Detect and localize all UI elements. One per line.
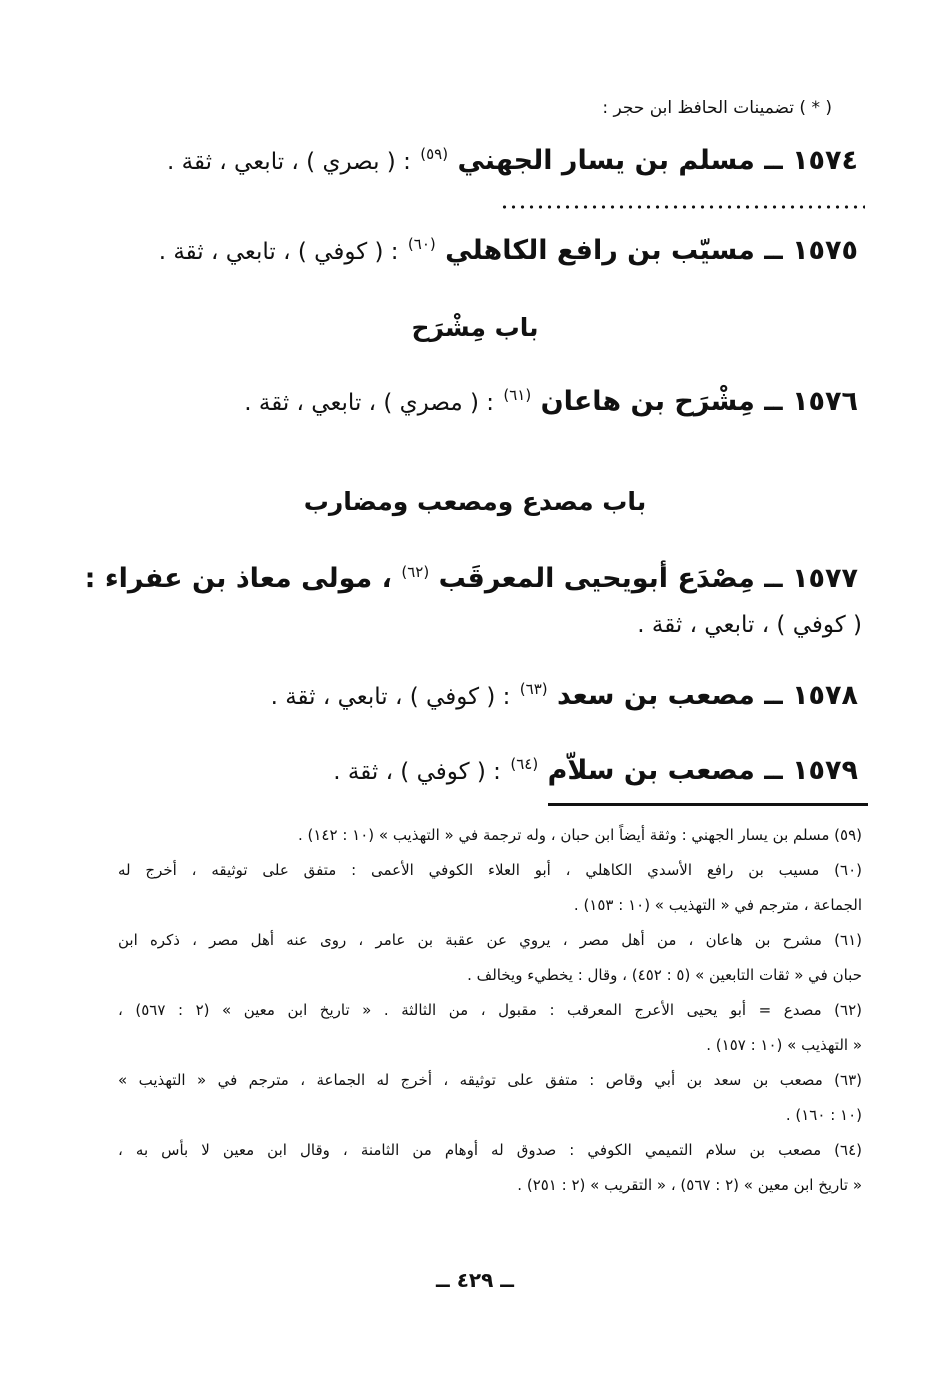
dotted-separator: [500, 204, 865, 210]
entry-1577: [85, 563, 858, 594]
footnote-ref: (٥٩): [420, 145, 449, 163]
footnote-64: (٦٤) مصعب بن سلام التميمي الكوفي : صدوق له أوهام من الثامنة ، وقال ابن معين لا بأس به ،: [118, 1141, 862, 1159]
footnote-ref: (٦٢): [401, 563, 430, 581]
footnote-61-cont: حبان في « ثقات التابعين » (٥ : ٤٥٢) ، وقال : يخطيء ويخالف .: [467, 966, 862, 984]
footnote-59: (٥٩) مسلم بن يسار الجهني : وثقة أيضاً ابن حبان ، وله ترجمة في « التهذيب » (١٠ : ١٤٢) .: [297, 826, 862, 844]
entry-1579: [333, 755, 858, 786]
entry-1577-continuation: ( كوفي ) ، تابعي ، ثقة .: [637, 612, 862, 638]
header-note: ( * ) تضمينات الحافظ ابن حجر :: [602, 98, 832, 118]
entry-number: ١٥٧٥: [792, 235, 858, 266]
entry-1576: [244, 386, 858, 417]
footnote-ref: (٦٣): [519, 680, 548, 698]
chapter-heading-mishrah: باب مِشْرَح: [411, 313, 539, 342]
footnote-63: (٦٣) مصعب بن سعد بن أبي وقاص : متفق على توثيقه ، أخرج له الجماعة ، مترجم في « التهذيب »: [118, 1071, 862, 1089]
entry-name: ــ مسيّب بن رافع الكاهلي: [445, 235, 783, 266]
footnote-ref: (٦٠): [407, 235, 436, 253]
entry-number: ١٥٧٩: [792, 755, 858, 786]
footnote-ref: (٦٤): [510, 755, 539, 773]
entry-details: : ( بصري ) ، تابعي ، ثقة .: [167, 149, 411, 175]
entry-name: ــ مسلم بن يسار الجهني: [457, 145, 783, 176]
footnote-61: (٦١) مشرح بن هاعان ، من أهل مصر ، يروي عن عقبة بن عامر ، روى عنه أهل مصر ، ذكره ابن: [118, 931, 862, 949]
entry-1575: [159, 235, 858, 266]
footnote-62-cont: « التهذيب » (١٠ : ١٥٧) .: [706, 1036, 862, 1054]
entry-details: : ( كوفي ) ، تابعي ، ثقة .: [270, 684, 511, 710]
page-number: ــ ٤٢٩ ــ: [436, 1268, 514, 1292]
footnote-60-cont: الجماعة ، مترجم في « التهذيب » (١٠ : ١٥٣) .: [573, 896, 862, 914]
entry-details: : ( كوفي ) ، ثقة .: [333, 759, 501, 785]
entry-name: ــ مصعب بن سلاّم: [547, 755, 783, 786]
footnote-60: (٦٠) مسيب بن رافع الأسدي الكاهلي ، أبو العلاء الكوفي الأعمى : متفق على توثيقه ، أخرج له: [118, 861, 862, 879]
entry-number: ١٥٧٧: [792, 563, 858, 594]
entry-name: ــ مِصْدَع أبويحيى المعرقَب: [438, 563, 783, 594]
footnote-62: (٦٢) مصدع = أبو يحيى الأعرج المعرقب : مقبول ، من الثالثة . « تاريخ ابن معين » (٢ : ٥٦٧) ،: [118, 1001, 862, 1019]
entry-details: ، مولى معاذ بن عفراء :: [84, 563, 392, 594]
footnote-64-cont: « تاريخ ابن معين » (٢ : ٥٦٧) ، « التقريب » (٢ : ٢٥١) .: [517, 1176, 862, 1194]
entry-details: : ( كوفي ) ، تابعي ، ثقة .: [158, 239, 399, 265]
entry-number: ١٥٧٦: [792, 386, 858, 417]
entry-name: ــ مصعب بن سعد: [557, 680, 783, 711]
footnote-63-cont: (١٠ : ١٦٠) .: [785, 1106, 862, 1124]
entry-1578: [271, 680, 858, 711]
footnote-ref: (٦١): [503, 386, 532, 404]
entry-number: ١٥٧٤: [792, 145, 858, 176]
footnote-rule: [548, 803, 868, 806]
entry-number: ١٥٧٨: [792, 680, 858, 711]
entry-1574: [167, 145, 858, 176]
entry-details: : ( مصري ) ، تابعي ، ثقة .: [244, 390, 494, 416]
chapter-heading-misda: باب مصدع ومصعب ومضارب: [303, 487, 647, 516]
entry-name: ــ مِشْرَح بن هاعان: [540, 386, 783, 417]
